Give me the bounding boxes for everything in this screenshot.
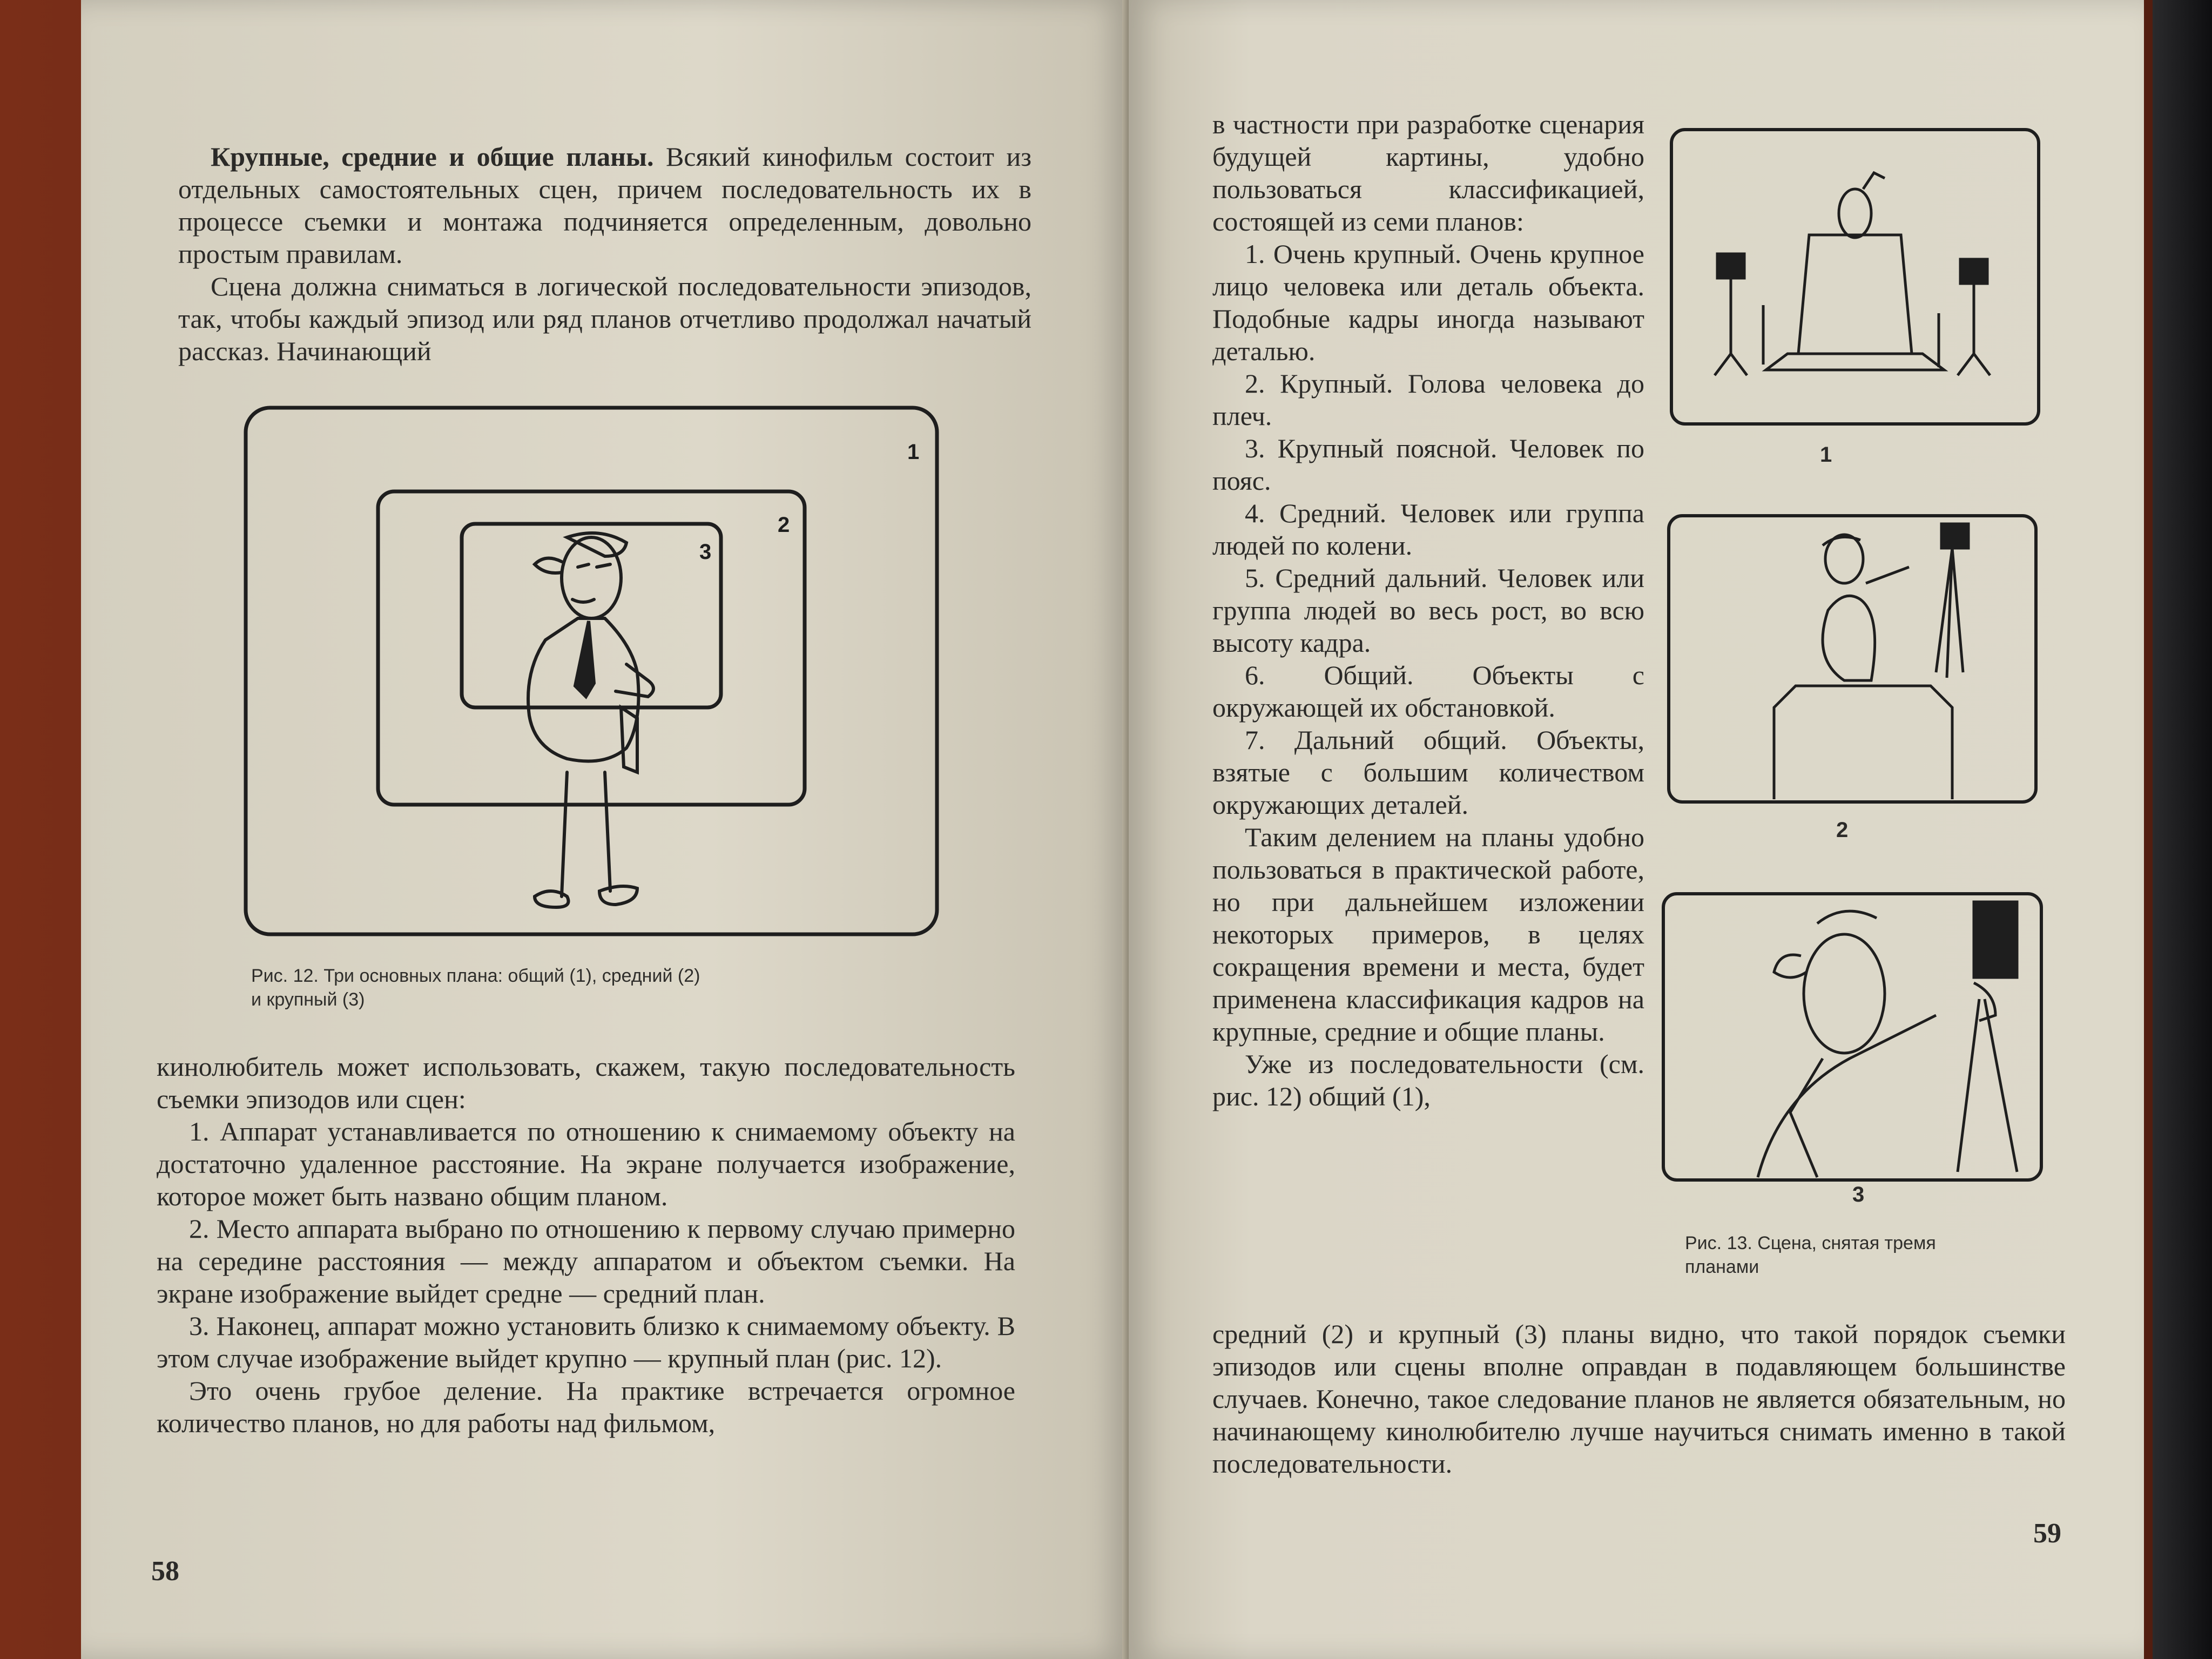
left-para4: Это очень грубое деление. На практике встречается огромное количество планов, но для работы над фильмом, [157, 1375, 1015, 1438]
figure-13-panel-2 [1666, 513, 2039, 807]
right-item2: 2. Крупный. Голова человека до плеч. [1212, 368, 1644, 431]
right-para2: Таким делением на планы удобно пользоваться в практической работе, но при дальнейшем изложении некоторых примеров, в целях сокращения времени и места, будет применена классификация кадров на крупные, средние и общие планы. [1212, 822, 1644, 1047]
section-heading: Крупные, средние и общие планы. [211, 141, 654, 172]
monument-with-lights-icon [1715, 173, 1990, 375]
cartoon-man-icon [528, 533, 653, 907]
left-para1 [178, 140, 1031, 270]
left-bottom-text [157, 1050, 1015, 1439]
left-item1: 1. Аппарат устанавливается по отношению к снимаемому объекту на достаточно удаленное расстояние. На экране получается изображение, которое может быть названо общим планом. [157, 1116, 1015, 1211]
left-para1-rest: Всякий кинофильм состоит из отдельных самостоятельных сцен, причем последовательность их в процессе съемки и монтажа подчиняется определенным, довольно простым правилам. [178, 141, 1031, 269]
frame-2-label: 2 [778, 513, 790, 537]
dark-edge [2153, 0, 2212, 1659]
right-item3: 3. Крупный поясной. Человек по пояс. [1212, 433, 1644, 496]
right-wide-text [1212, 1318, 2066, 1480]
page-number-59: 59 [2033, 1518, 2061, 1549]
right-item6: 6. Общий. Объекты с окружающей их обстановкой. [1212, 660, 1644, 723]
right-para3-start: Уже из последовательности (см. рис. 12) общий (1), [1212, 1049, 1644, 1111]
left-para2: Сцена должна сниматься в логической последовательности эпизодов, так, чтобы каждый эпизод или ряд планов отчетливо продолжал начатый рассказ. Начинающий [178, 271, 1031, 366]
man-with-camera-on-pedestal-icon [1774, 524, 1968, 799]
figure-13-label-2: 2 [1836, 818, 1849, 842]
caption-12-line2: и крупный (3) [251, 989, 365, 1010]
figure-13-caption [1685, 1231, 2052, 1279]
figure-13-panel-1 [1669, 127, 2041, 429]
caption-12-line1: Рис. 12. Три основных плана: общий (1), средний (2) [251, 966, 700, 986]
right-para1: в частности при разработке сценария будущей картины, удобно пользоваться классификацией, состоящей из семи планов: [1212, 109, 1644, 237]
caption-13-line1: Рис. 13. Сцена, снятая тремя [1685, 1233, 1936, 1253]
figure-13-label-3: 3 [1852, 1183, 1865, 1206]
man-closeup-with-camera-icon [1758, 902, 2017, 1177]
left-item2: 2. Место аппарата выбрано по отношению к первому случаю примерно на середине расстояния — между аппаратом и объектом съемки. На экране изображение выйдет средне — средний план. [157, 1213, 1015, 1309]
right-item1: 1. Очень крупный. Очень крупное лицо человека или деталь объекта. Подобные кадры иногда называют деталью. [1212, 239, 1644, 366]
right-item7: 7. Дальний общий. Объекты, взятые с большим количеством окружающих деталей. [1212, 725, 1644, 820]
figure-12 [243, 405, 945, 945]
left-item3: 3. Наконец, аппарат можно установить близко к снимаемому объекту. В этом случае изображение выйдет крупно — крупный план (рис. 12). [157, 1311, 1015, 1373]
figure-13-panel-3 [1661, 891, 2044, 1185]
right-item5: 5. Средний дальний. Человек или группа людей во весь рост, во всю высоту кадра. [1212, 563, 1644, 658]
right-column-text [1212, 108, 1644, 1112]
right-item4: 4. Средний. Человек или группа людей по колени. [1212, 498, 1644, 561]
page-number-58: 58 [151, 1556, 179, 1587]
figure-13-label-1: 1 [1820, 443, 1832, 467]
left-top-text [178, 140, 1031, 367]
right-para3-rest: средний (2) и крупный (3) планы видно, что такой порядок съемки эпизодов или сцены вполне оправдан в подавляющем большинстве случаев. Конечно, такое следование планов не является обязательным, но начинающему кинолюбителю лучше научиться снимать именно в такой последовательности. [1212, 1319, 2066, 1479]
left-para3: кинолюбитель может использовать, скажем, такую последовательность съемки эпизодов или сцен: [157, 1051, 1015, 1114]
caption-13-line2: планами [1685, 1257, 1759, 1277]
frame-1-label: 1 [907, 440, 920, 464]
figure-12-caption [251, 964, 926, 1011]
frame-3-label: 3 [699, 540, 712, 564]
